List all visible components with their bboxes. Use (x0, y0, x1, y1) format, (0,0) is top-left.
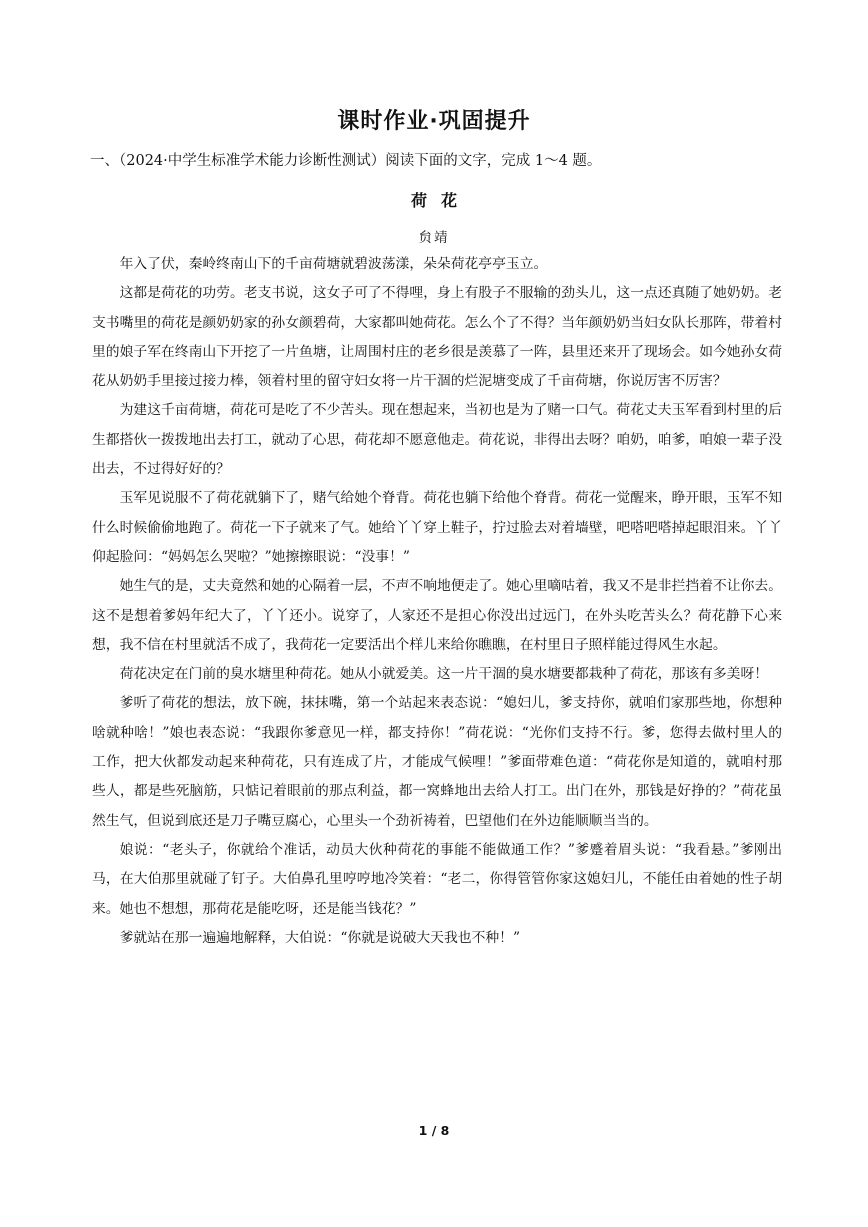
paragraph: 她生气的是，丈夫竟然和她的心隔着一层，不声不响地便走了。她心里嘀咕着，我又不是非拦挡着不让你去。这不是想着爹妈年纪大了，丫丫还小。说穿了，人家还不是担心你没出过远门，在外头吃苦头么？荷花静下心来想，我不信在村里就活不成了，我荷花一定要活出个样儿来给你瞧瞧，在村里日子照样能过得风生水起。 (92, 578, 782, 653)
page-number: 1 / 8 (418, 1123, 450, 1138)
story-title: 荷花 (410, 191, 471, 210)
story-author: 贠靖 (418, 230, 450, 246)
paragraph: 娘说：“老头子，你就给个准话，动员大伙种荷花的事能不能做通工作？”爹蹙着眉头说：“我看悬。”爹刚出马，在大伯那里就碰了钉子。大伯鼻孔里哼哼地冷笑着：“老二，你得管管你家这媳妇儿，不能任由着她的性子胡来。她也不想想，那荷花是能吃呀，还是能当钱花？” (92, 841, 782, 917)
paragraph: 年入了伏，秦岭终南山下的千亩荷塘就碧波荡漾，朵朵荷花亭亭玉立。 (119, 256, 548, 272)
paragraph: 荷花决定在门前的臭水塘里种荷花。她从小就爱美。这一片干涸的臭水塘要都栽种了荷花，那该有多美呀！ (119, 666, 769, 683)
story-body (92, 250, 782, 953)
paragraph: 这都是荷花的功劳。老支书说，这女子可了不得哩，身上有股子不服输的劲头儿，这一点还真随了她奶奶。老支书嘴里的荷花是颜奶奶家的孙女颜碧荷，大家都叫她荷花。怎么个了不得？当年颜奶奶当妇女队长那阵，带着村里的娘子军在终南山下开挖了一片鱼塘，让周围村庄的老乡很是羡慕了一阵，县里还来开了现场会。如今她孙女荷花从奶奶手里接过接力棒，领着村里的留守妇女将一片干涸的烂泥塘变成了千亩荷塘，你说厉害不厉害？ (92, 285, 782, 390)
paragraph: 爹听了荷花的想法，放下碗，抹抹嘴，第一个站起来表态说：“媳妇儿，爹支持你，就咱们家那些地，你想种啥就种啥！”娘也表态说：“我跟你爹意见一样，都支持你！”荷花说：“光你们支持不行。爹，您得去做村里人的工作，把大伙都发动起来种荷花，只有连成了片，才能成气候哩！”爹面带难色道：“荷花你是知道的，就咱村那些人，都是些死脑筋，只惦记着眼前的那点利益，都一窝蜂地出去给人打工。出门在外，那钱是好挣的？”荷花虽然生气，但说到底还是刀子嘴豆腐心，心里头一个劲祈祷着，巴望他们在外边能顺顺当当的。 (92, 695, 782, 829)
paragraph: 爹就站在那一遍遍地解释，大伯说：“你就是说破大天我也不种！” (119, 929, 521, 946)
paragraph: 玉军见说服不了荷花就躺下了，赌气给她个脊背。荷花也躺下给他个脊背。荷花一觉醒来，睁开眼，玉军不知什么时候偷偷地跑了。荷花一下子就来了气。她给丫丫穿上鞋子，拧过脸去对着墙壁，吧嗒吧嗒掉起眼泪来。丫丫仰起脸问：“妈妈怎么哭啦？”她擦擦眼说：“没事！” (92, 490, 782, 565)
worksheet-title: 课时作业·巩固提升 (337, 109, 531, 134)
section-heading: 一、（2024·中学生标准学术能力诊断性测试）阅读下面的文字，完成 1～4 题。 (90, 153, 602, 169)
paragraph: 为建这千亩荷塘，荷花可是吃了不少苦头。现在想起来，当初也是为了赌一口气。荷花丈夫玉军看到村里的后生都搭伙一拨拨地出去打工，就动了心思，荷花却不愿意他走。荷花说，非得出去呀？咱奶，咱爹，咱娘一辈子没出去，不过得好好的？ (92, 402, 782, 478)
